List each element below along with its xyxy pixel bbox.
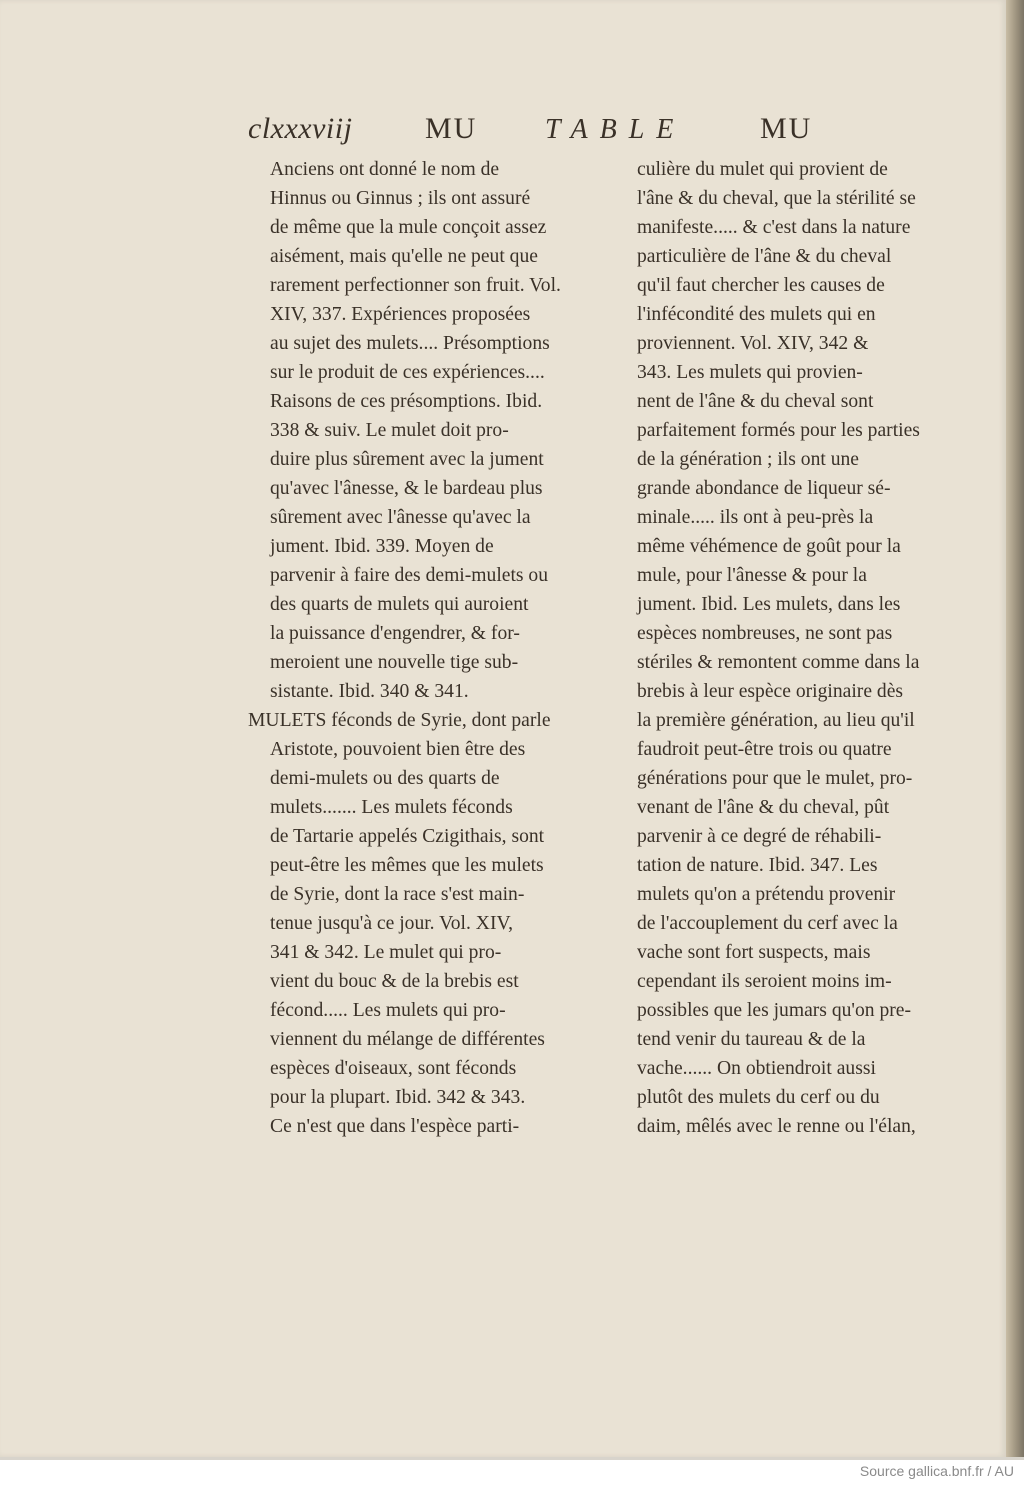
text-line: mule, pour l'ânesse & pour la: [637, 565, 867, 586]
text-line: de la génération ; ils ont une: [637, 449, 859, 470]
text-line: sur le produit de ces expériences....: [270, 362, 545, 383]
page-edge: [0, 1457, 1024, 1460]
text-line: sistante. Ibid. 340 & 341.: [270, 681, 469, 702]
text-line: vient du bouc & de la brebis est: [270, 971, 519, 992]
text-line: particulière de l'âne & du cheval: [637, 246, 892, 267]
text-line: 341 & 342. Le mulet qui pro-: [270, 942, 502, 963]
text-line: plutôt des mulets du cerf ou du: [637, 1087, 880, 1108]
text-line: viennent du mélange de différentes: [270, 1029, 545, 1050]
text-line: jument. Ibid. Les mulets, dans les: [637, 594, 901, 615]
text-line: sûrement avec l'ânesse qu'avec la: [270, 507, 531, 528]
text-line: duire plus sûrement avec la jument: [270, 449, 544, 470]
text-line: parvenir à ce degré de réhabili-: [637, 826, 882, 847]
text-line: la première génération, au lieu qu'il: [637, 710, 915, 731]
text-line: l'âne & du cheval, que la stérilité se: [637, 188, 916, 209]
text-line: Aristote, pouvoient bien être des: [270, 739, 526, 760]
text-line: demi-mulets ou des quarts de: [270, 768, 500, 789]
text-line: même véhémence de goût pour la: [637, 536, 901, 557]
text-line: vache sont fort suspects, mais: [637, 942, 871, 963]
text-line: Hinnus ou Ginnus ; ils ont assuré: [270, 188, 531, 209]
text-line: meroient une nouvelle tige sub-: [270, 652, 519, 673]
text-line: cependant ils seroient moins im-: [637, 971, 892, 992]
page-spine-shadow: [1006, 0, 1024, 1457]
text-line: de même que la mule conçoit assez: [270, 217, 547, 238]
text-line: générations pour que le mulet, pro-: [637, 768, 913, 789]
text-line: espèces d'oiseaux, sont féconds: [270, 1058, 517, 1079]
text-line: proviennent. Vol. XIV, 342 &: [637, 333, 869, 354]
text-line: vache...... On obtiendroit aussi: [637, 1058, 876, 1079]
text-line: venant de l'âne & du cheval, pût: [637, 797, 890, 818]
text-line: mulets....... Les mulets féconds: [270, 797, 513, 818]
text-line: culière du mulet qui provient de: [637, 159, 888, 180]
text-line: des quarts de mulets qui auroient: [270, 594, 529, 615]
text-line: parvenir à faire des demi-mulets ou: [270, 565, 549, 586]
text-line: aisément, mais qu'elle ne peut que: [270, 246, 538, 267]
header-left-keyword: MU: [425, 112, 478, 145]
text-line: grande abondance de liqueur sé-: [637, 478, 891, 499]
text-line: au sujet des mulets.... Présomptions: [270, 333, 550, 354]
text-line: possibles que les jumars qu'on pre-: [637, 1000, 911, 1021]
header-title: TABLE: [545, 114, 686, 145]
text-line: peut-être les mêmes que les mulets: [270, 855, 544, 876]
source-credit: Source gallica.bnf.fr / AU: [859, 1463, 1014, 1479]
text-line: brebis à leur espèce originaire dès: [637, 681, 904, 702]
text-line: manifeste..... & c'est dans la nature: [637, 217, 911, 238]
text-line: jument. Ibid. 339. Moyen de: [270, 536, 494, 557]
text-line: pour la plupart. Ibid. 342 & 343.: [270, 1087, 526, 1108]
text-line: parfaitement formés pour les parties: [637, 420, 920, 441]
text-line: 338 & suiv. Le mulet doit pro-: [270, 420, 509, 441]
text-line: 343. Les mulets qui provien-: [637, 362, 863, 383]
page-number: clxxxviij: [248, 112, 353, 145]
text-line: tend venir du taureau & de la: [637, 1029, 866, 1050]
text-line: de Tartarie appelés Czigithais, sont: [270, 826, 545, 847]
text-line: de l'accouplement du cerf avec la: [637, 913, 898, 934]
text-line: fécond..... Les mulets qui pro-: [270, 1000, 506, 1021]
text-line: qu'avec l'ânesse, & le bardeau plus: [270, 478, 543, 499]
text-line: faudroit peut-être trois ou quatre: [637, 739, 892, 760]
text-line: tation de nature. Ibid. 347. Les: [637, 855, 878, 876]
entry-heading-line: MULETS féconds de Syrie, dont parle: [248, 710, 551, 731]
text-line: nent de l'âne & du cheval sont: [637, 391, 874, 412]
text-line: qu'il faut chercher les causes de: [637, 275, 885, 296]
text-column-right: [637, 155, 945, 1141]
text-line: Raisons de ces présomptions. Ibid.: [270, 391, 543, 412]
text-line: minale..... ils ont à peu-près la: [637, 507, 874, 528]
text-line: de Syrie, dont la race s'est main-: [270, 884, 525, 905]
text-column-left: [248, 155, 588, 1141]
text-line: Anciens ont donné le nom de: [270, 159, 500, 180]
text-line: daim, mêlés avec le renne ou l'élan,: [637, 1116, 916, 1137]
text-line: l'infécondité des mulets qui en: [637, 304, 876, 325]
header-right-keyword: MU: [760, 112, 813, 145]
text-line: espèces nombreuses, ne sont pas: [637, 623, 893, 644]
text-line: stériles & remontent comme dans la: [637, 652, 920, 673]
text-line: rarement perfectionner son fruit. Vol.: [270, 275, 561, 296]
text-line: la puissance d'engendrer, & for-: [270, 623, 520, 644]
text-line: mulets qu'on a prétendu provenir: [637, 884, 896, 905]
text-line: Ce n'est que dans l'espèce parti-: [270, 1116, 520, 1137]
page-header: [0, 112, 1006, 158]
text-line: tenue jusqu'à ce jour. Vol. XIV,: [270, 913, 513, 934]
text-line: XIV, 337. Expériences proposées: [270, 304, 531, 325]
